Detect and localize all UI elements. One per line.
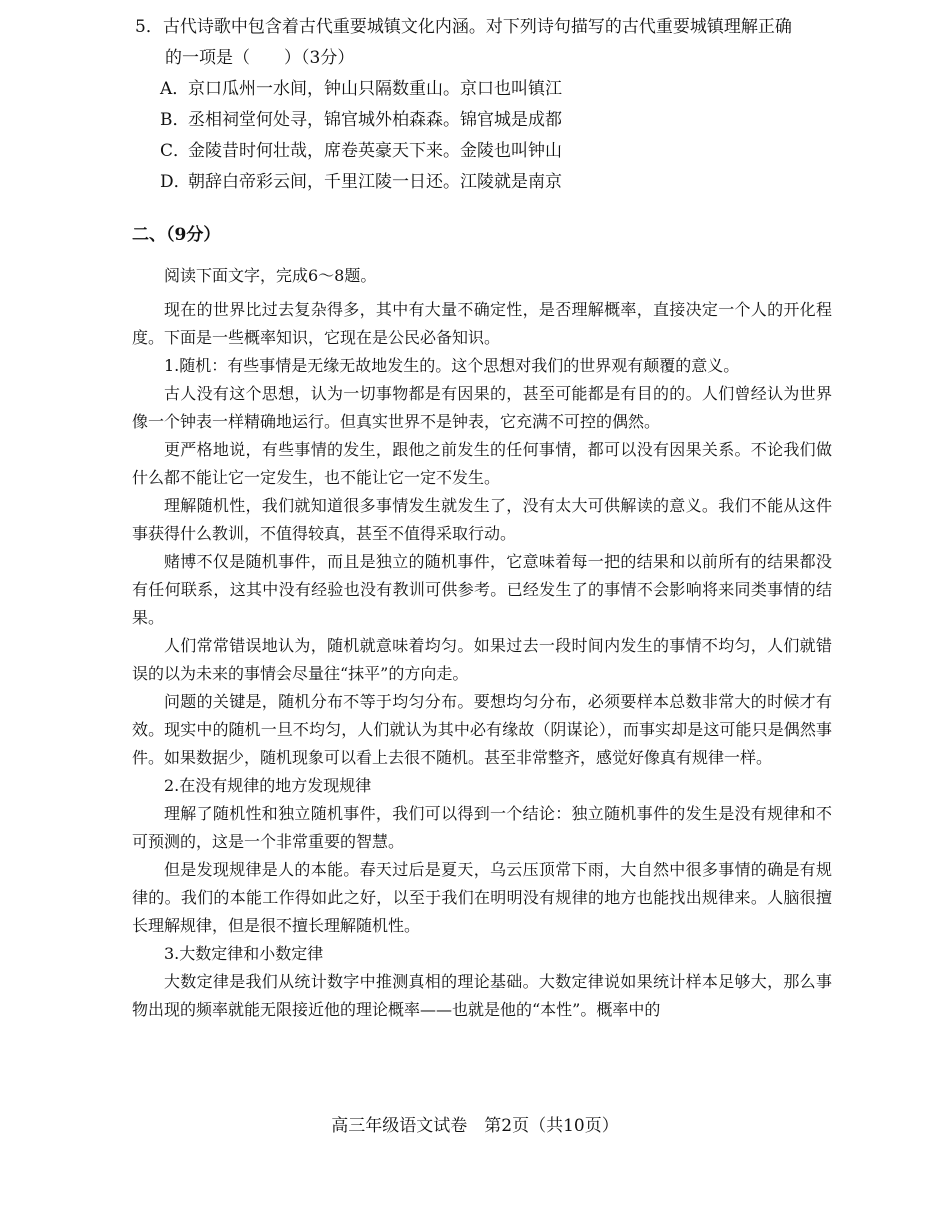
section-2-heading: 二、（9分） [132,225,221,245]
reading-passage [132,262,832,1024]
option-c [135,136,835,167]
option-letter: A． [160,79,190,99]
option-text: 金陵昔时何壮哉，席卷英豪天下来。金陵也叫钟山 [188,141,562,161]
option-b [135,105,835,136]
paragraph: 更严格地说，有些事情的发生，跟他之前发生的任何事情，都可以没有因果关系。不论我们做什么都不能让它一定发生，也不能让它一定不发生。 [132,440,832,487]
paragraph: 大数定律是我们从统计数字中推测真相的理论基础。大数定律说如果统计样本足够大，那么事物出现的频率就能无限接近他的理论概率——也就是他的“本性”。概率中的 [132,972,832,1019]
option-letter: D． [160,172,191,192]
subheading: 2.在没有规律的地方发现规律 [164,776,372,795]
paragraph: 现在的世界比过去复杂得多，其中有大量不确定性，是否理解概率，直接决定一个人的开化程度。下面是一些概率知识，它现在是公民必备知识。 [132,300,832,347]
paragraph: 问题的关键是，随机分布不等于均匀分布。要想均匀分布，必须要样本总数非常大的时候才有效。现实中的随机一旦不均匀，人们就认为其中必有缘故（阴谋论），而事实却是这可能只是偶然事件。如果数据少，随机现象可以看上去很不随机。甚至非常整齐，感觉好像真有规律一样。 [132,692,832,767]
page-footer: 高三年级语文试卷 第2页（共10页） [331,1116,619,1136]
subheading: 3.大数定律和小数定律 [164,944,324,963]
option-letter: B． [160,110,190,130]
question-5 [135,12,835,198]
paragraph: 理解了随机性和独立随机事件，我们可以得到一个结论：独立随机事件的发生是没有规律和不可预测的，这是一个非常重要的智慧。 [132,804,832,851]
option-text: 朝辞白帝彩云间，千里江陵一日还。江陵就是南京 [188,172,562,192]
option-letter: C． [160,141,191,161]
question-5-stem-line1: 5．古代诗歌中包含着古代重要城镇文化内涵。对下列诗句描写的古代重要城镇理解正确 [135,17,792,37]
option-d [135,167,835,198]
paragraph: 人们常常错误地认为，随机就意味着均匀。如果过去一段时间内发生的事情不均匀，人们就错误的以为未来的事情会尽量往“抹平”的方向走。 [132,636,832,683]
paragraph: 赌博不仅是随机事件，而且是独立的随机事件，它意味着每一把的结果和以前所有的结果都没有任何联系，这其中没有经验也没有教训可供参考。已经发生了的事情不会影响将来同类事情的结果。 [132,552,832,627]
paragraph: 理解随机性，我们就知道很多事情发生就发生了，没有太大可供解读的意义。我们不能从这件事获得什么教训，不值得较真，甚至不值得采取行动。 [132,496,832,543]
paragraph: 但是发现规律是人的本能。春天过后是夏天，乌云压顶常下雨，大自然中很多事情的确是有规律的。我们的本能工作得如此之好，以至于我们在明明没有规律的地方也能找出规律来。人脑很擅长理解规律，但是很不擅长理解随机性。 [132,860,832,935]
question-5-stem-line2: 的一项是（ ）（3分） [165,48,355,68]
option-text: 京口瓜州一水间，钟山只隔数重山。京口也叫镇江 [188,79,562,99]
reading-instruction: 阅读下面文字，完成6～8题。 [164,266,377,285]
paragraph: 古人没有这个思想，认为一切事物都是有因果的，甚至可能都是有目的的。人们曾经认为世界像一个钟表一样精确地运行。但真实世界不是钟表，它充满不可控的偶然。 [132,384,832,431]
paragraph: 1.随机：有些事情是无缘无故地发生的。这个思想对我们的世界观有颠覆的意义。 [164,356,740,375]
option-text: 丞相祠堂何处寻，锦官城外柏森森。锦官城是成都 [188,110,562,130]
option-a [135,74,835,105]
